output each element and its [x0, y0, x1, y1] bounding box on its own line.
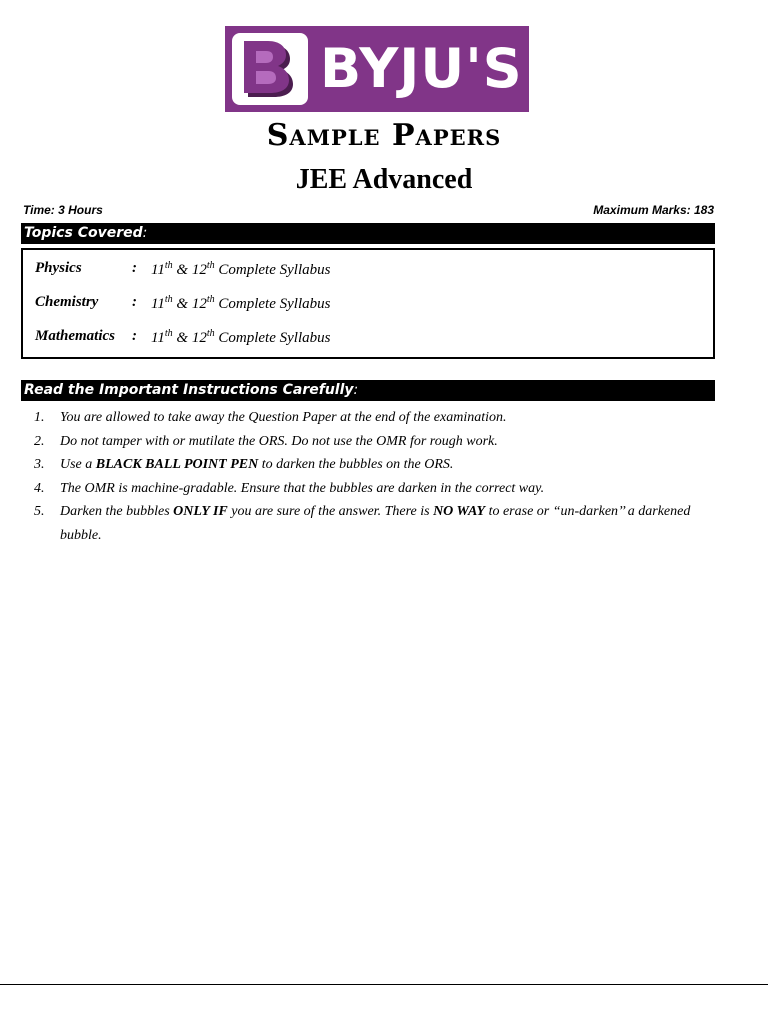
- instruction-item: 4. The OMR is machine-gradable. Ensure that the bubbles are darken in the correct way.: [34, 480, 545, 496]
- max-marks-label: Maximum Marks: 183: [593, 203, 714, 217]
- logo-text: BYJU'S: [320, 37, 523, 100]
- topics-heading-bar: [21, 223, 715, 244]
- topic-syllabus: 11th & 12th Complete Syllabus: [151, 294, 331, 312]
- topic-colon: :: [132, 294, 137, 310]
- topic-subject: Physics: [35, 260, 82, 276]
- instructions-heading-colon: :: [353, 382, 359, 398]
- instruction-item: 2. Do not tamper with or mutilate the ORS. Do not use the OMR for rough work.: [34, 433, 498, 449]
- topic-colon: :: [132, 260, 137, 276]
- topic-colon: :: [132, 328, 137, 344]
- byjus-logo: [225, 26, 529, 112]
- page-title: Sample Papers: [266, 118, 502, 153]
- topic-subject: Chemistry: [35, 294, 99, 310]
- instructions-list: [34, 406, 724, 548]
- topics-heading-colon: :: [142, 225, 148, 241]
- instruction-item: 1. You are allowed to take away the Question Paper at the end of the examination.: [34, 410, 507, 425]
- exam-name: JEE Advanced: [295, 164, 473, 195]
- topics-box: [21, 248, 715, 359]
- instruction-item: 5. Darken the bubbles ONLY IF you are sure of the answer. There is NO WAY to erase or “un-darken’’ a darkened bubble.: [34, 504, 691, 543]
- topic-syllabus: 11th & 12th Complete Syllabus: [151, 260, 331, 278]
- instruction-item: 3. Use a BLACK BALL POINT PEN to darken the bubbles on the ORS.: [34, 457, 454, 473]
- time-label: Time: 3 Hours: [23, 203, 103, 217]
- instructions-heading-bar: [21, 380, 715, 401]
- instructions-heading: Read the Important Instructions Carefully: [24, 382, 354, 398]
- topic-syllabus: 11th & 12th Complete Syllabus: [151, 328, 331, 346]
- topic-subject: Mathematics: [35, 328, 116, 344]
- topics-heading: Topics Covered: [24, 225, 143, 241]
- logo-b-icon: [232, 33, 308, 105]
- footer-divider: [0, 984, 768, 985]
